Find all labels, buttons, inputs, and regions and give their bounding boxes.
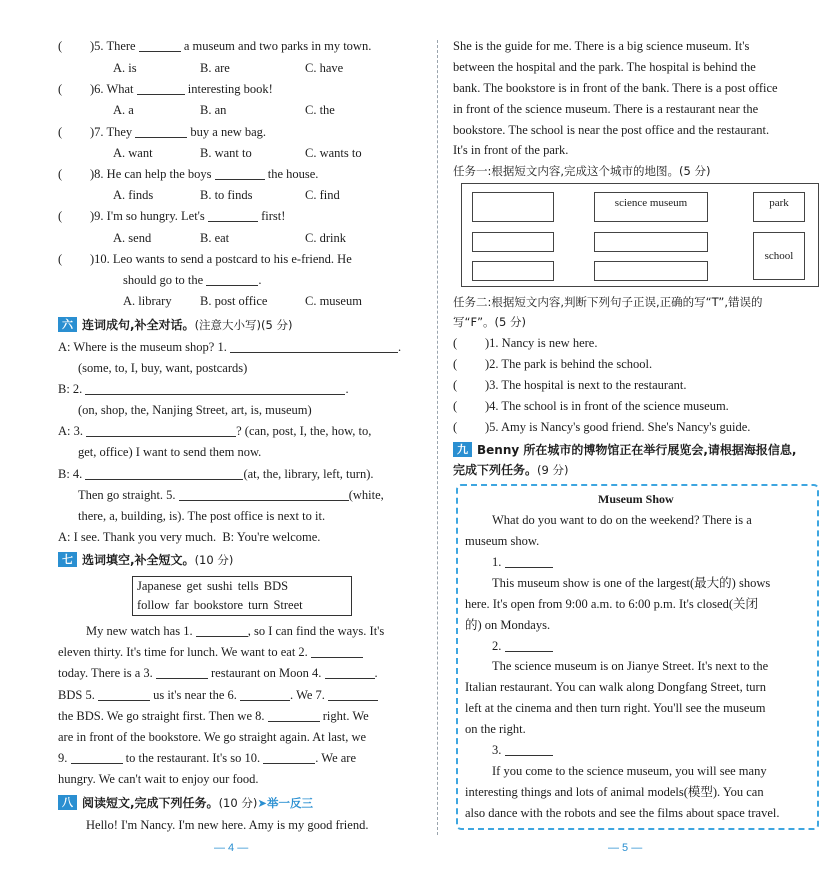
section-6-heading: 六 连词成句,补全对话。(注意大小写)(5 分): [58, 315, 292, 335]
map-blank-cell[interactable]: [594, 232, 708, 252]
word-bank-box: [132, 576, 352, 616]
section-9-heading-line-2: 完成下列任务。(9 分): [453, 463, 569, 477]
map-cell-science-museum: science museum: [594, 192, 708, 222]
answer-blank-2: [85, 381, 345, 395]
task-2-title-line-2: 写“F”。(5 分): [453, 315, 526, 329]
section-7-heading: 七 选词填空,补全短文。(10 分): [58, 550, 233, 570]
answer-blank-1: [230, 339, 398, 353]
word-bank-row-2: follow far bookstore turn Street: [137, 598, 303, 612]
section-6-badge: 六: [58, 317, 77, 332]
section-9-badge: 九: [453, 442, 472, 457]
task-2-title-line-1: 任务二:根据短文内容,判断下列句子正误,正确的写“T”,错误的: [453, 295, 763, 309]
section-8-badge: 八: [58, 795, 77, 810]
section-7-badge: 七: [58, 552, 77, 567]
map-blank-cell[interactable]: [472, 192, 554, 222]
word-bank-row-1: Japanese get sushi tells BDS: [137, 579, 289, 593]
page-number-right: — 5 —: [608, 842, 643, 854]
city-map: [461, 183, 819, 287]
map-blank-cell[interactable]: [472, 232, 554, 252]
answer-blank-5: [179, 487, 349, 501]
map-blank-cell[interactable]: [472, 261, 554, 281]
poster-blank-1: 1.: [492, 552, 553, 572]
task-1-title: 任务一:根据短文内容,完成这个城市的地图。(5 分): [453, 164, 711, 178]
page-number-left: — 4 —: [214, 842, 249, 854]
column-divider: [437, 40, 438, 835]
section-8-heading: 八 阅读短文,完成下列任务。(10 分)➤举一反三: [58, 793, 313, 813]
poster-blank-3: 3.: [492, 740, 553, 760]
map-cell-school: school: [753, 232, 805, 280]
poster-title: Museum Show: [598, 492, 674, 506]
section-9-heading: 九 Benny 所在城市的博物馆正在举行展览会,请根据海报信息,: [453, 440, 797, 460]
practice-link[interactable]: ➤举一反三: [257, 796, 313, 810]
reading-start: Hello! I'm Nancy. I'm new here. Amy is my good friend.: [86, 818, 369, 832]
answer-blank-4: [85, 466, 243, 480]
answer-blank-3: [86, 423, 236, 437]
poster-blank-2: 2.: [492, 636, 553, 656]
map-cell-park: park: [753, 192, 805, 222]
map-blank-cell[interactable]: [594, 261, 708, 281]
